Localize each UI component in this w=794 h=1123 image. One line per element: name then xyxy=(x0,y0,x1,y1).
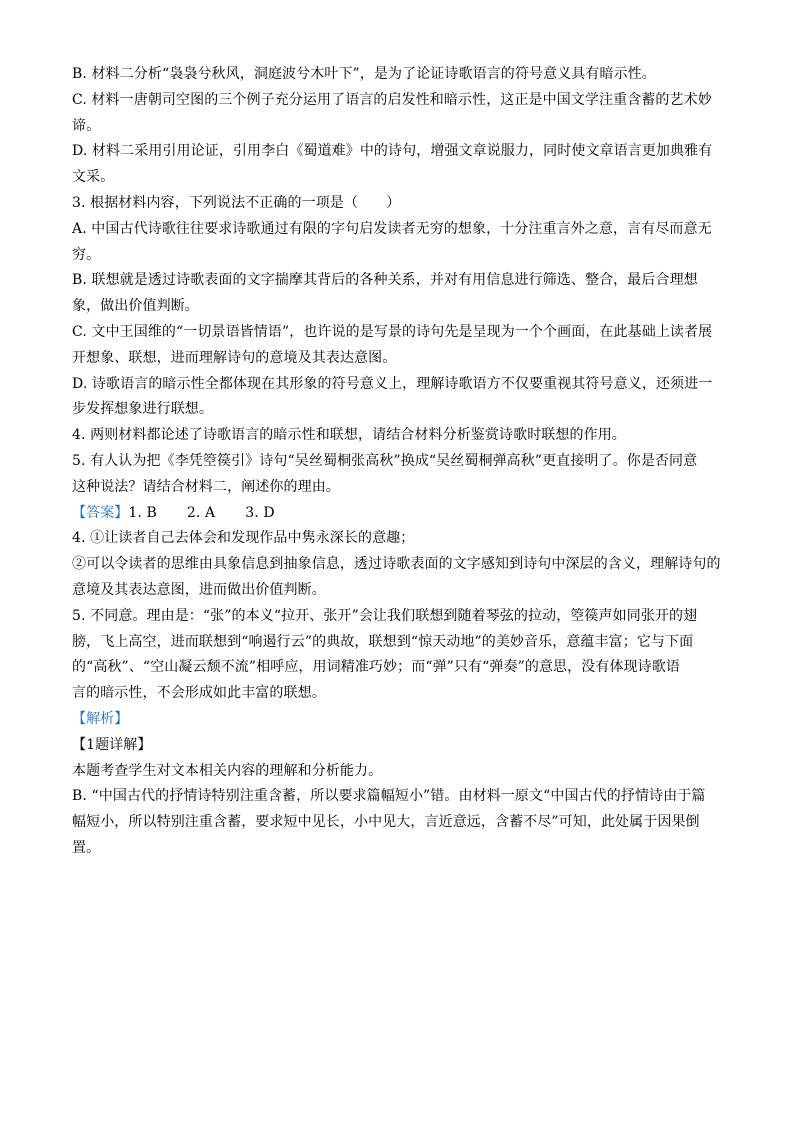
document-page xyxy=(72,62,720,862)
analysis-tag: 【解析】 xyxy=(72,710,129,727)
answer-item-2: 2. A xyxy=(186,504,216,521)
q3-option-d-line-1: D. 诗歌语言的暗示性全都体现在其形象的符号意义上，理解诗歌语方不仅要重视其符号意义，还须进一 xyxy=(72,375,713,392)
analysis-line-1: 本题考查学生对文本相关内容的理解和分析能力。 xyxy=(72,762,383,779)
analysis-line-2: B. “中国古代的抒情诗特别注重含蓄，所以要求篇幅短小”错。由材料一原文“中国古代的抒情诗由于篇 xyxy=(72,788,706,805)
option-c-line-1: C. 材料一唐朝司空图的三个例子充分运用了语言的启发性和暗示性，这正是中国文学注重含蓄的艺术妙 xyxy=(72,91,712,108)
answer-5-line-1: 5. 不同意。理由是：“张”的本义“拉开、张开”会让我们联想到随着琴弦的拉动，箜篌声如同张开的翅 xyxy=(72,607,698,624)
q3-option-b-line-2: 象，做出价值判断。 xyxy=(72,298,199,315)
q3-option-c-line-1: C. 文中王国维的“一切景语皆情语”，也许说的是写景的诗句先是呈现为一个个画面，在此基础上读者展 xyxy=(72,323,713,340)
answer-4-line-3: 意境及其表达意图，进而做出价值判断。 xyxy=(72,581,326,598)
answer-5-line-2: 膀，飞上高空，进而联想到“响遏行云”的典故，联想到“惊天动地”的美妙音乐，意蕴丰富；它与下面 xyxy=(72,633,694,650)
answer-item-1: 1. B xyxy=(128,504,157,521)
answer-item-3: 3. D xyxy=(245,504,275,521)
option-d-line-2: 文采。 xyxy=(72,169,115,186)
analysis-heading xyxy=(72,707,720,733)
question-4: 4. 两则材料都论述了诗歌语言的暗示性和联想，请结合材料分析鉴赏诗歌时联想的作用。 xyxy=(72,427,626,444)
answer-5-line-4: 言的暗示性，不会形成如此丰富的联想。 xyxy=(72,685,326,702)
q3-option-d-line-2: 步发挥想象进行联想。 xyxy=(72,401,213,418)
q3-option-b-line-1: B. 联想就是透过诗歌表面的文字揣摩其背后的各种关系，并对有用信息进行筛选、整合，最后合理想 xyxy=(72,272,698,289)
answer-4-line-2: ②可以令读者的思维由具象信息到抽象信息，透过诗歌表面的文字感知到诗句中深层的含义，理解诗句的 xyxy=(72,556,721,573)
question-5-line-1: 5. 有人认为把《李凭箜篌引》诗句“吴丝蜀桐张高秋”换成“吴丝蜀桐弹高秋”更直接明了。你是否同意 xyxy=(72,452,698,469)
option-c-line-2: 谛。 xyxy=(72,117,101,134)
answer-5-line-3: 的“高秋”、“空山凝云颓不流”相呼应，用词精准巧妙；而“弹”只有“弹奏”的意思，没有体现诗歌语 xyxy=(72,659,680,676)
option-b-line: B. 材料二分析“袅袅兮秋风，洞庭波兮木叶下”，是为了论证诗歌语言的符号意义具有暗示性。 xyxy=(72,66,656,82)
q3-option-a-line-1: A. 中国古代诗歌往往要求诗歌通过有限的字句启发读者无穷的想象，十分注重言外之意，言有尽而意无 xyxy=(72,220,712,237)
analysis-line-4: 置。 xyxy=(72,839,101,856)
q3-option-a-line-2: 穷。 xyxy=(72,246,101,263)
question-5-line-2: 这种说法？请结合材料二，阐述你的理由。 xyxy=(72,478,340,495)
question-3: 3. 根据材料内容，下列说法不正确的一项是（ ） xyxy=(72,194,401,211)
answer-tag: 【答案】 xyxy=(72,504,129,521)
q3-option-c-line-2: 开想象、联想，进而理解诗句的意境及其表达意图。 xyxy=(72,349,397,366)
analysis-subhead: 【1题详解】 xyxy=(72,736,152,753)
answer-line xyxy=(72,501,720,527)
analysis-line-3: 幅短小，所以特别注重含蓄，要求短中见长，小中见大，言近意远，含蓄不尽”可知，此处属于因果倒 xyxy=(72,814,700,831)
answer-4-line-1: 4. ①让读者自己去体会和发现作品中隽永深长的意趣； xyxy=(72,530,415,547)
option-d-line-1: D. 材料二采用引用论证，引用李白《蜀道难》中的诗句，增强文章说服力，同时使文章语言更加典雅有 xyxy=(72,143,713,160)
